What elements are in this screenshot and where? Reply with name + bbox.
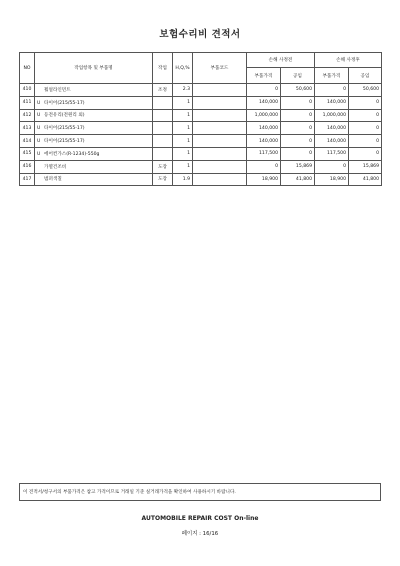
row-before-labor: 15,869 — [281, 160, 315, 173]
row-after-part-price: 0 — [315, 84, 349, 97]
row-item-name — [35, 173, 153, 186]
row-usage-mark: U — [37, 139, 41, 145]
row-after-labor: 0 — [349, 147, 382, 160]
table-row — [20, 160, 382, 173]
row-before-part-price: 1,000,000 — [247, 109, 281, 122]
row-item-label: 가열건조비 — [44, 164, 67, 170]
row-usage-mark: U — [37, 113, 41, 119]
row-before-part-price: 117,500 — [247, 147, 281, 160]
row-hqp: 1 — [173, 147, 193, 160]
row-before-labor: 0 — [281, 135, 315, 148]
row-after-labor: 0 — [349, 96, 382, 109]
row-part-code — [193, 147, 247, 160]
row-after-labor: 0 — [349, 122, 382, 135]
row-after-labor: 0 — [349, 109, 382, 122]
row-no: 416 — [20, 160, 35, 173]
header-after-labor: 공임 — [349, 68, 382, 84]
row-no: 414 — [20, 135, 35, 148]
row-no: 410 — [20, 84, 35, 97]
table-row — [20, 96, 382, 109]
document-title: 보험수리비 견적서 — [159, 29, 241, 40]
header-hqp: H,Q,% — [173, 53, 193, 84]
header-work: 작업 — [153, 53, 173, 84]
row-item-label: 타이어(215/55-17) — [44, 100, 85, 106]
table-header-row — [20, 53, 382, 68]
row-after-part-price: 140,000 — [315, 96, 349, 109]
row-usage-mark: U — [37, 151, 41, 157]
table-row — [20, 147, 382, 160]
row-item-name — [35, 160, 153, 173]
row-after-part-price: 140,000 — [315, 135, 349, 148]
row-before-labor: 0 — [281, 147, 315, 160]
header-no: NO — [20, 53, 35, 84]
row-before-part-price: 140,000 — [247, 122, 281, 135]
header-after-assessment: 손해 사정후 — [315, 53, 382, 68]
row-part-code — [193, 122, 247, 135]
table-row — [20, 173, 382, 186]
row-no: 417 — [20, 173, 35, 186]
estimate-table — [19, 52, 382, 186]
footer-brand: AUTOMOBILE REPAIR COST On-line — [141, 515, 259, 522]
row-no: 412 — [20, 109, 35, 122]
row-item-name — [35, 147, 153, 160]
row-before-labor: 0 — [281, 109, 315, 122]
row-after-labor: 50,600 — [349, 84, 382, 97]
row-before-labor: 0 — [281, 122, 315, 135]
row-hqp: 1 — [173, 135, 193, 148]
row-work-type — [153, 135, 173, 148]
row-part-code — [193, 109, 247, 122]
row-item-label: 에어컨가스(R-1234)-550g — [44, 151, 100, 157]
row-hqp: 1 — [173, 122, 193, 135]
row-part-code — [193, 84, 247, 97]
row-before-part-price: 140,000 — [247, 96, 281, 109]
row-before-part-price: 0 — [247, 160, 281, 173]
row-hqp: 2.3 — [173, 84, 193, 97]
row-before-labor: 0 — [281, 96, 315, 109]
row-no: 413 — [20, 122, 35, 135]
row-no: 411 — [20, 96, 35, 109]
row-hqp: 1 — [173, 96, 193, 109]
header-before-part-price: 부품가격 — [247, 68, 281, 84]
row-before-labor: 50,600 — [281, 84, 315, 97]
row-item-label: 타이어(215/55-17) — [44, 126, 85, 132]
row-item-label: 범퍼색칠 — [44, 177, 62, 183]
row-work-type — [153, 122, 173, 135]
header-before-assessment: 손해 사정전 — [247, 53, 315, 68]
header-item: 작업항목 및 부품명 — [35, 53, 153, 84]
row-part-code — [193, 135, 247, 148]
price-notice: 이 견적서/청구서의 부품가격은 참고 가격이므로 거래일 기준 실거래가격을 확인하여 사용하시기 바랍니다. — [19, 483, 381, 501]
row-item-label: 타이어(215/55-17) — [44, 139, 85, 145]
row-hqp: 1 — [173, 160, 193, 173]
header-after-part-price: 부품가격 — [315, 68, 349, 84]
row-item-name — [35, 122, 153, 135]
header-before-labor: 공임 — [281, 68, 315, 84]
row-after-labor: 15,869 — [349, 160, 382, 173]
table-row — [20, 122, 382, 135]
row-work-type: 도장 — [153, 173, 173, 186]
row-work-type — [153, 109, 173, 122]
row-after-labor: 41,800 — [349, 173, 382, 186]
row-before-part-price: 18,900 — [247, 173, 281, 186]
row-part-code — [193, 96, 247, 109]
row-work-type — [153, 147, 173, 160]
page-number: 페이지 : 16/16 — [181, 531, 219, 537]
row-hqp: 1.9 — [173, 173, 193, 186]
row-no: 415 — [20, 147, 35, 160]
row-after-labor: 0 — [349, 135, 382, 148]
row-part-code — [193, 160, 247, 173]
table-row — [20, 109, 382, 122]
row-after-part-price: 0 — [315, 160, 349, 173]
row-item-name — [35, 135, 153, 148]
row-after-part-price: 18,900 — [315, 173, 349, 186]
row-usage-mark: U — [37, 126, 41, 132]
row-after-part-price: 140,000 — [315, 122, 349, 135]
row-work-type: 도장 — [153, 160, 173, 173]
row-after-part-price: 117,500 — [315, 147, 349, 160]
row-usage-mark: U — [37, 100, 41, 106]
row-item-name — [35, 96, 153, 109]
row-work-type — [153, 96, 173, 109]
table-row — [20, 84, 382, 97]
row-item-name — [35, 109, 153, 122]
row-item-label: 등전유리(전원리 외) — [44, 113, 85, 119]
row-before-labor: 41,800 — [281, 173, 315, 186]
row-item-name — [35, 84, 153, 97]
row-hqp: 1 — [173, 109, 193, 122]
header-part-code: 부품코드 — [193, 53, 247, 84]
row-item-label: 휠얼라인먼트 — [44, 87, 71, 93]
row-part-code — [193, 173, 247, 186]
row-work-type: 조정 — [153, 84, 173, 97]
row-before-part-price: 0 — [247, 84, 281, 97]
row-after-part-price: 1,000,000 — [315, 109, 349, 122]
row-before-part-price: 140,000 — [247, 135, 281, 148]
table-row — [20, 135, 382, 148]
